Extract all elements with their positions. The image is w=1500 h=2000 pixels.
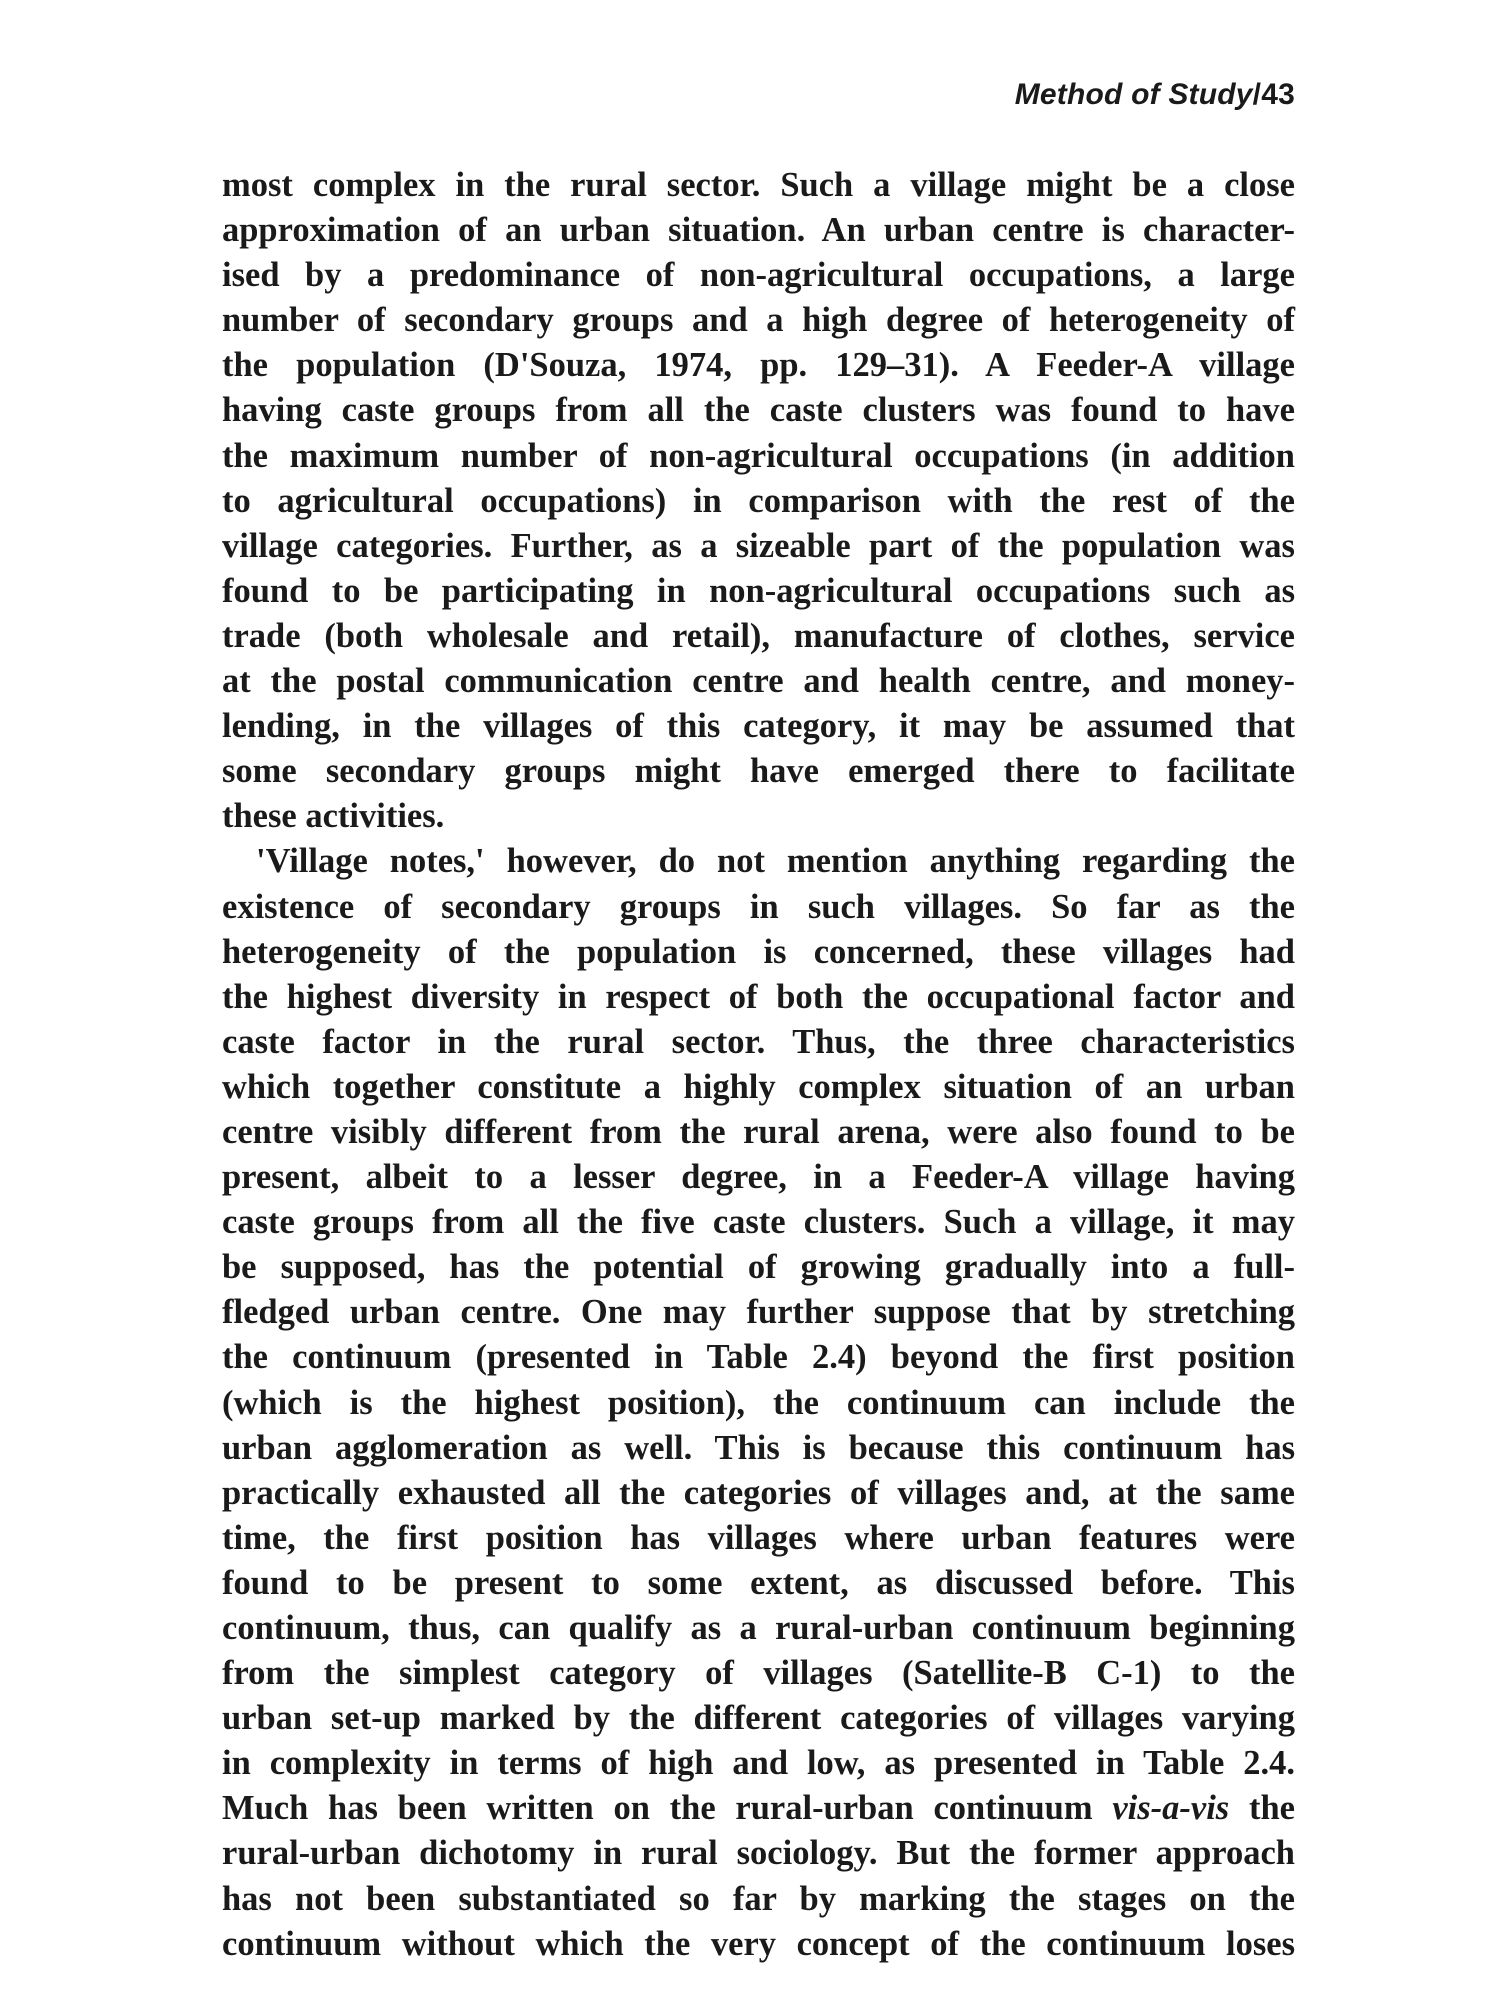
text-line: urban agglomeration as well. This is because this continuum has [222, 1428, 1295, 1467]
text-line: existence of secondary groups in such villages. So far as the [222, 887, 1295, 926]
text-line: village categories. Further, as a sizeable part of the population was [222, 526, 1295, 565]
text-line: approximation of an urban situation. An urban centre is character- [222, 211, 1295, 250]
text-line: heterogeneity of the population is concerned, these villages had [222, 932, 1295, 971]
text-line: (which is the highest position), the continuum can include the [222, 1383, 1295, 1422]
paragraph-1 [222, 163, 1295, 839]
section-title: Method of Study [1014, 78, 1253, 111]
text-line: centre visibly different from the rural arena, were also found to be [222, 1112, 1295, 1151]
text-line: which together constitute a highly complex situation of an urban [222, 1067, 1295, 1106]
text-line: time, the first position has villages where urban features were [222, 1518, 1295, 1557]
text-line: continuum, thus, can qualify as a rural-urban continuum beginning [222, 1609, 1295, 1647]
text-line: has not been substantiated so far by marking the stages on the [222, 1879, 1295, 1918]
text-line: from the simplest category of villages (Satellite-B C-1) to the [222, 1654, 1295, 1693]
text-line: in complexity in terms of high and low, as presented in Table 2.4. [222, 1744, 1295, 1783]
text-line: having caste groups from all the caste clusters was found to have [222, 391, 1295, 430]
header-separator: / [1252, 78, 1262, 111]
text-line: fledged urban centre. One may further suppose that by stretching [222, 1293, 1295, 1332]
text-line: rural-urban dichotomy in rural sociology. But the former approach [222, 1834, 1295, 1873]
text-line: the continuum (presented in Table 2.4) beyond the first position [222, 1338, 1295, 1377]
paragraph-2 [222, 839, 1295, 1966]
text-line: ised by a predominance of non-agricultural occupations, a large [222, 256, 1295, 295]
text-line-with-italic [222, 1786, 1295, 1831]
text-line: the population (D'Souza, 1974, pp. 129–31). A Feeder-A village [222, 346, 1295, 385]
text-line: trade (both wholesale and retail), manufacture of clothes, service [222, 616, 1295, 655]
text-segment: the [1229, 1789, 1295, 1828]
text-line: lending, in the villages of this category, it may be assumed that [222, 707, 1295, 746]
text-line: some secondary groups might have emerged there to facilitate [222, 752, 1295, 791]
text-segment: Much has been written on the rural-urban continuum [222, 1789, 1113, 1828]
text-line: found to be present to some extent, as discussed before. This [222, 1563, 1295, 1602]
running-head [1015, 78, 1295, 112]
text-line: these activities. [222, 797, 445, 836]
italic-phrase: vis-a-vis [1112, 1789, 1230, 1828]
text-line: practically exhausted all the categories of villages and, at the same [222, 1473, 1295, 1512]
text-line: urban set-up marked by the different categories of villages varying [222, 1699, 1295, 1738]
text-line: caste factor in the rural sector. Thus, the three characteristics [222, 1022, 1295, 1061]
text-line: 'Village notes,' however, do not mention anything regarding the [256, 842, 1295, 881]
text-line: the highest diversity in respect of both the occupational factor and [222, 977, 1295, 1016]
text-line: at the postal communication centre and health centre, and money- [222, 662, 1295, 701]
text-line: found to be participating in non-agricultural occupations such as [222, 571, 1295, 610]
text-line: number of secondary groups and a high degree of heterogeneity of [222, 301, 1295, 340]
text-line: caste groups from all the five caste clusters. Such a village, it may [222, 1203, 1295, 1242]
text-line: be supposed, has the potential of growing gradually into a full- [222, 1248, 1295, 1287]
text-line: most complex in the rural sector. Such a village might be a close [222, 166, 1295, 204]
text-line: to agricultural occupations) in comparison with the rest of the [222, 481, 1295, 520]
text-line: continuum without which the very concept of the continuum loses [222, 1924, 1295, 1963]
body-text [222, 163, 1295, 1967]
text-line: present, albeit to a lesser degree, in a Feeder-A village having [222, 1158, 1295, 1197]
page-number: 43 [1261, 78, 1295, 111]
text-line: the maximum number of non-agricultural occupations (in addition [222, 436, 1295, 475]
